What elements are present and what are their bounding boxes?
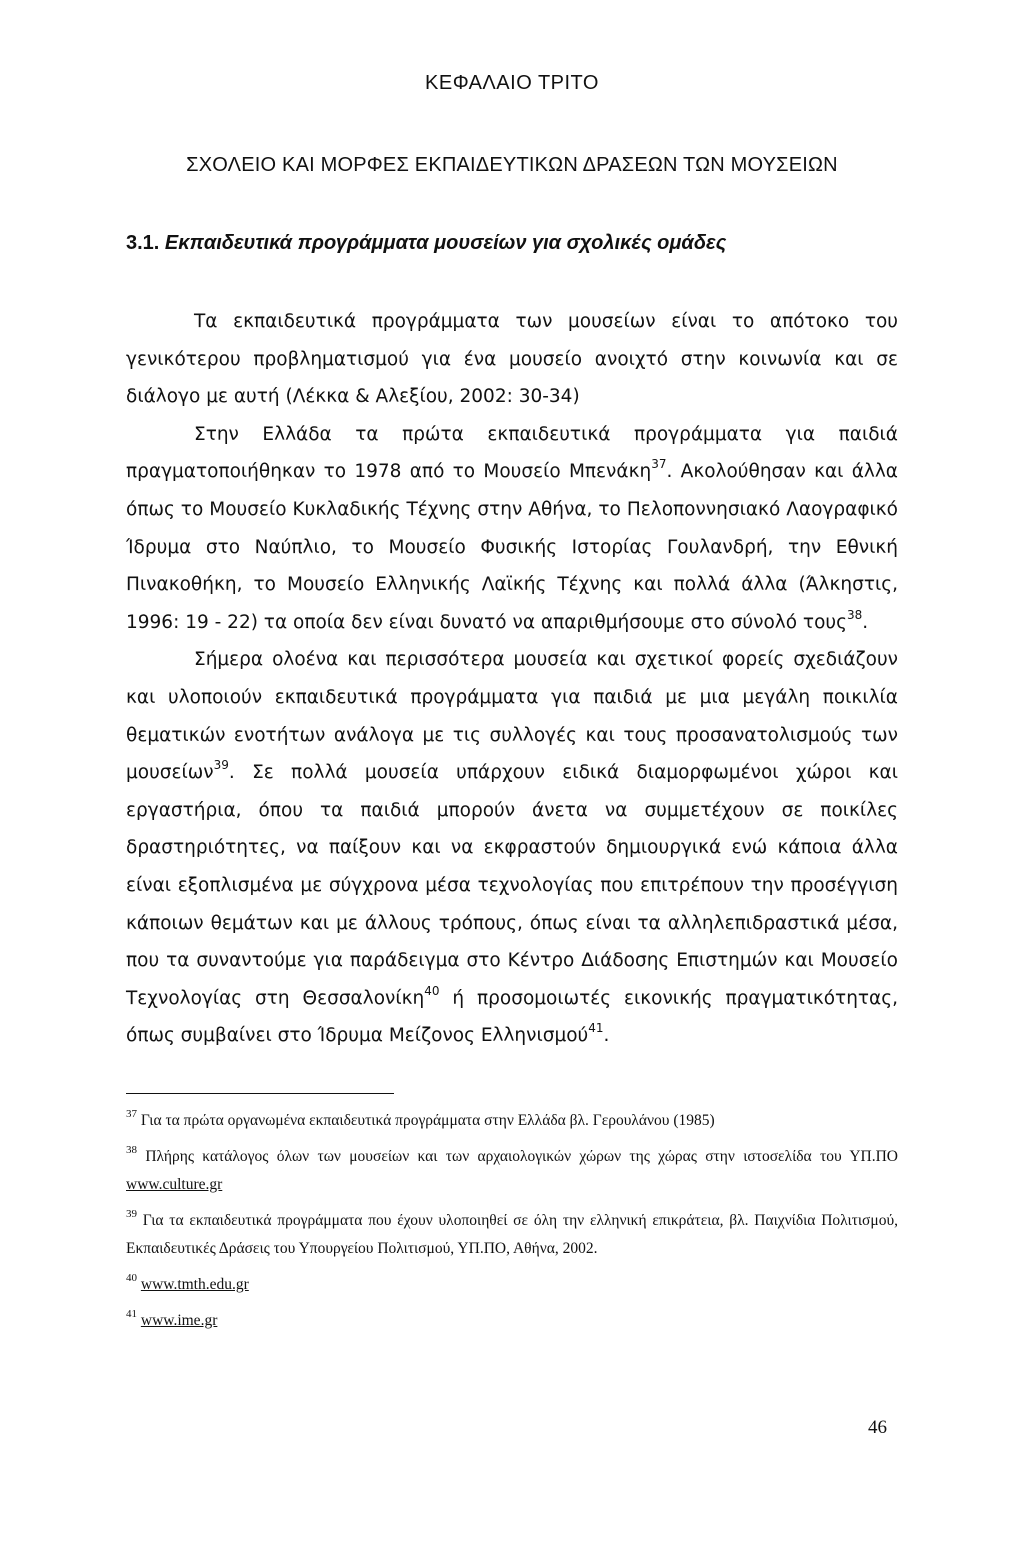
chapter-title: ΚΕΦΑΛΑΙΟ ΤΡΙΤΟ [425, 72, 599, 94]
footnote-39 [126, 1207, 898, 1263]
footnote-ref-37: 37 [651, 457, 667, 472]
paragraph-greece [126, 416, 898, 642]
footnote-text: Για τα πρώτα οργανωμένα εκπαιδευτικά προγράμματα στην Ελλάδα βλ. Γερουλάνου (1985) [140, 1112, 715, 1129]
footnote-ref-39: 39 [213, 758, 229, 773]
footnote-38 [126, 1143, 898, 1199]
body-text [126, 303, 898, 1055]
tmth-link[interactable]: www.tmth.edu.gr [140, 1276, 249, 1293]
ime-link[interactable]: www.ime.gr [140, 1312, 218, 1329]
footnote-number: 38 [126, 1144, 137, 1156]
footnote-number: 37 [126, 1108, 137, 1120]
footnote-text: Για τα εκπαιδευτικά προγράμματα που έχουν υλοποιηθεί σε όλη την ελληνική επικράτεια, βλ. Παιχνίδια Πολιτισμού, Εκπαιδευτικές Δράσεις του Υπουργείου Πολιτισμού, ΥΠ.ΠΟ, Αθήνα, 2002. [126, 1212, 899, 1257]
section-number: 3.1. [126, 232, 160, 254]
chapter-subtitle: ΣΧΟΛΕΙΟ ΚΑΙ ΜΟΡΦΕΣ ΕΚΠΑΙΔΕΥΤΙΚΩΝ ΔΡΑΣΕΩΝ ΤΩΝ ΜΟΥΣΕΙΩΝ [186, 154, 838, 176]
paragraph-today-part-4: . [603, 1025, 610, 1047]
paragraph-today-part-3: ή προσομοιωτές εικονικής πραγματικότητας, όπως συμβαίνει στο Ίδρυμα Μείζονος Ελληνισμού [126, 987, 898, 1047]
paragraph-today-part-1: Σήμερα ολοένα και περισσότερα μουσεία και σχετικοί φορείς σχεδιάζουν και υλοποιούν εκπαιδευτικά προγράμματα για παιδιά με μια μεγάλη ποικιλία θεματικών ενοτήτων ανάλογα με τις συλλογές και τους προσανατολισμούς των μουσείων [126, 649, 898, 784]
footnote-number: 41 [126, 1308, 137, 1320]
footnotes [126, 1107, 898, 1343]
footnote-number: 40 [126, 1272, 137, 1284]
paragraph-greece-part-1: Στην Ελλάδα τα πρώτα εκπαιδευτικά προγράμματα για παιδιά πραγματοποιήθηκαν το 1978 από το Μουσείο Μπενάκη [126, 423, 898, 483]
footnote-40 [126, 1271, 898, 1299]
footnote-ref-40: 40 [424, 983, 440, 998]
footnote-37 [126, 1107, 898, 1135]
page-number: 46 [868, 1417, 887, 1438]
paragraph-today [126, 641, 898, 1055]
footnote-text: Πλήρης κατάλογος όλων των μουσείων και των αρχαιολογικών χώρων της χώρας στην ιστοσελίδα του ΥΠ.ΠΟ [145, 1148, 899, 1165]
footnote-number: 39 [126, 1208, 137, 1220]
paragraph-greece-part-3: . [862, 611, 869, 633]
culture-link[interactable]: www.culture.gr [126, 1176, 223, 1193]
paragraph-greece-part-2: . Ακολούθησαν και άλλα όπως το Μουσείο Κυκλαδικής Τέχνης στην Αθήνα, το Πελοποννησιακό Λαογραφικό Ίδρυμα στο Ναύπλιο, το Μουσείο Φυσικής Ιστορίας Γουλανδρή, την Εθνική Πινακοθήκη, το Μουσείο Ελληνικής Λαϊκής Τέχνης και πολλά άλλα (Άλκηστις, 1996: 19 - 22) τα οποία δεν είναι δυνατό να απαριθμήσουμε στο σύνολό τους [126, 461, 899, 633]
footnote-ref-41: 41 [588, 1021, 604, 1036]
paragraph-intro: Τα εκπαιδευτικά προγράμματα των μουσείων είναι το απότοκο του γενικότερου προβληματισμού για ένα μουσείο ανοιχτό στην κοινωνία και σε διάλογο με αυτή (Λέκκα & Αλεξίου, 2002: 30-34) [126, 311, 898, 408]
section-title: Εκπαιδευτικά προγράμματα μουσείων για σχολικές ομάδες [164, 232, 727, 254]
section-heading [126, 232, 906, 255]
paragraph-today-part-2: . Σε πολλά μουσεία υπάρχουν ειδικά διαμορφωμένοι χώροι και εργαστήρια, όπου τα παιδιά μπορούν άνετα να συμμετέχουν σε ποικίλες δραστηριότητες, να παίξουν και να εκφραστούν δημιουργικά ενώ κάποια άλλα είναι εξοπλισμένα με σύγχρονα μέσα τεχνολογίας που επιτρέπουν την προσέγγιση κάποιων θεμάτων και με άλλους τρόπους, όπως είναι τα αλληλεπιδραστικά μέσα, που τα συναντούμε για παράδειγμα στο Κέντρο Διάδοσης Επιστημών και Μουσείο Τεχνολογίας στη Θεσσαλονίκη [126, 762, 898, 1009]
footnote-divider [126, 1093, 394, 1094]
footnote-ref-38: 38 [846, 607, 863, 622]
footnote-41 [126, 1307, 898, 1335]
